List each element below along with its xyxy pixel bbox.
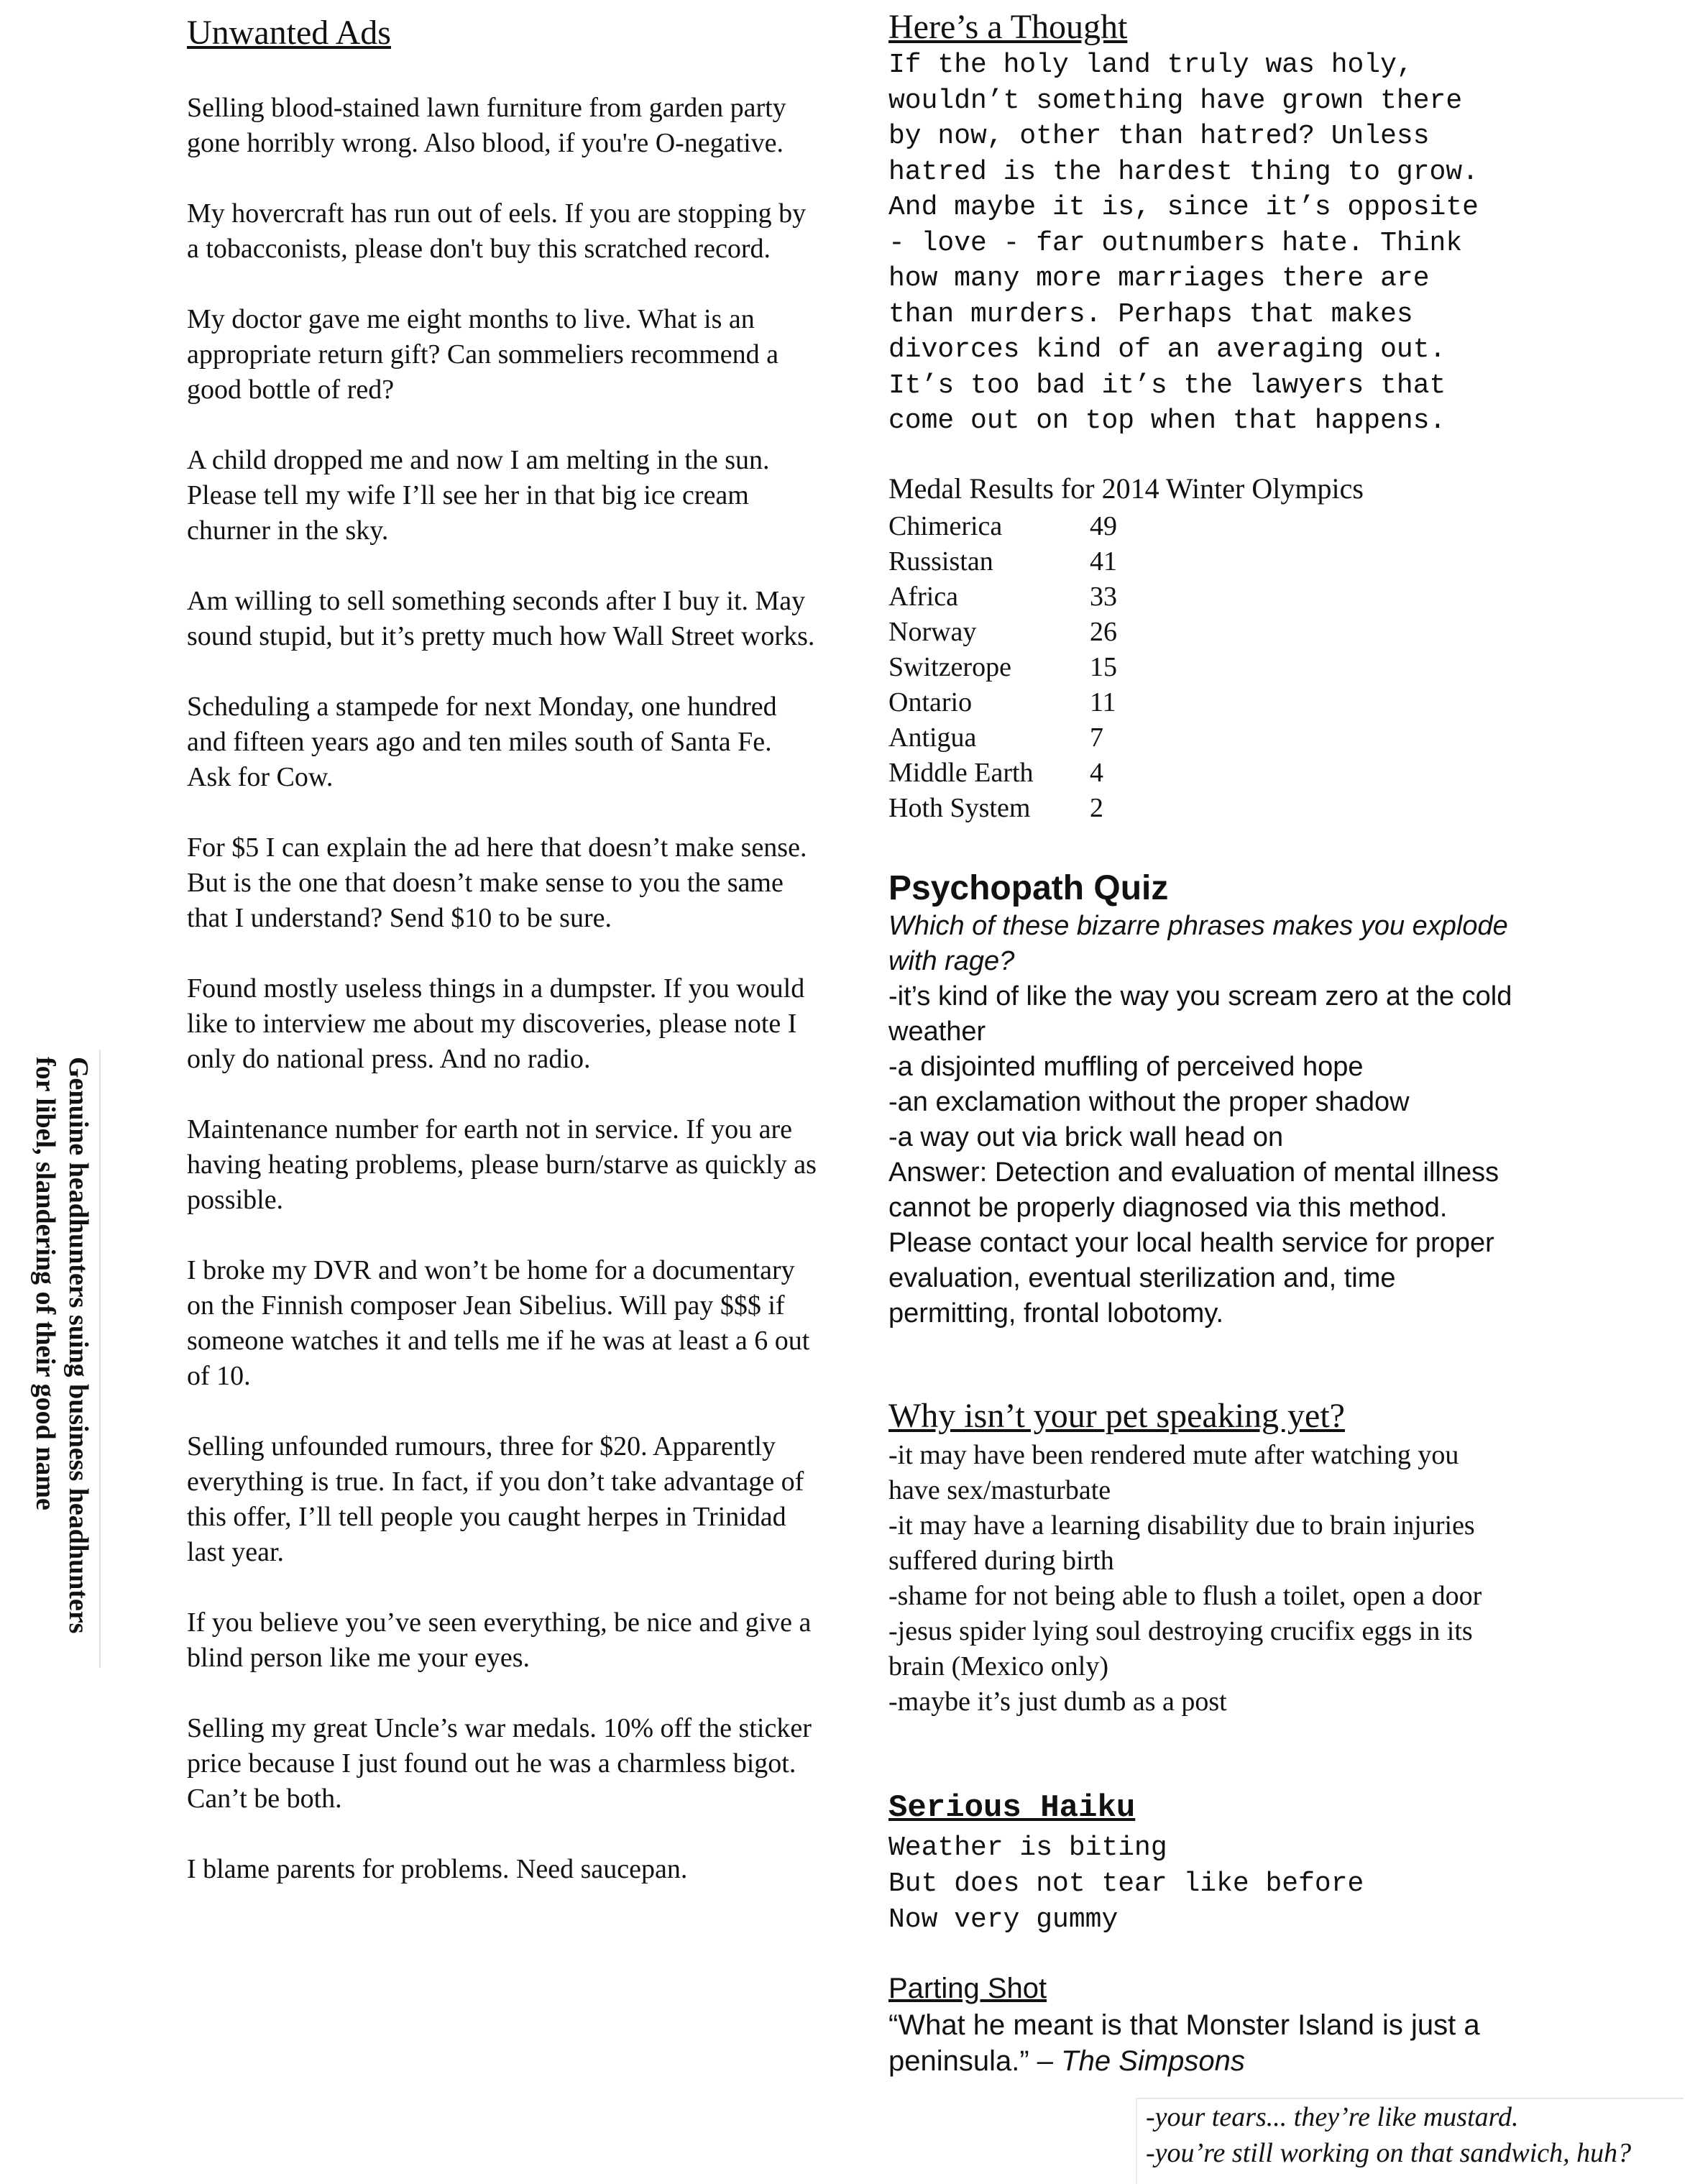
side-note bbox=[0, 1050, 101, 1668]
note-line: -your tears... they’re like mustard. bbox=[1146, 2102, 1519, 2132]
medal-row bbox=[888, 544, 1190, 579]
thought-line: If the holy land truly was holy, bbox=[888, 50, 1413, 81]
quiz-options bbox=[888, 979, 1521, 1331]
thought-title: Here’s a Thought bbox=[888, 8, 1128, 46]
medal-count: 2 bbox=[1090, 793, 1103, 823]
medal-row bbox=[888, 579, 1190, 615]
medal-count: 33 bbox=[1090, 582, 1117, 612]
pet-list bbox=[888, 1438, 1507, 1720]
note-clipping bbox=[1136, 2098, 1683, 2184]
quote-source: The Simpsons bbox=[1061, 2045, 1245, 2077]
thought-line: divorces kind of an averaging out. bbox=[888, 334, 1446, 365]
medal-table bbox=[888, 509, 1190, 826]
thought-line: It’s too bad it’s the lawyers that bbox=[888, 370, 1446, 401]
pet-item: -it may have a learning disability due to brain injuries suffered during birth bbox=[888, 1510, 1475, 1576]
medal-row bbox=[888, 509, 1190, 544]
medal-count: 11 bbox=[1090, 687, 1116, 717]
medal-country: Russistan bbox=[888, 546, 993, 577]
haiku-title: Serious Haiku bbox=[888, 1790, 1136, 1826]
medal-row bbox=[888, 791, 1190, 826]
quiz-option: -an exclamation without the proper shadow bbox=[888, 1087, 1410, 1117]
medal-country: Middle Earth bbox=[888, 758, 1034, 788]
thought-line: And maybe it is, since it’s opposite bbox=[888, 192, 1479, 223]
ad-item: For $5 I can explain the ad here that doesn’t make sense. But is the one that doesn’t make sense to you the same that I understand? Send $10 to be sure. bbox=[187, 832, 807, 933]
thought-line: hatred is the hardest thing to grow. bbox=[888, 156, 1479, 188]
thought-line: - love - far outnumbers hate. Think bbox=[888, 227, 1463, 259]
medal-results-title: Medal Results for 2014 Winter Olympics bbox=[888, 472, 1364, 505]
thought-line: how many more marriages there are bbox=[888, 263, 1430, 294]
ad-item: I broke my DVR and won’t be home for a documentary on the Finnish composer Jean Sibelius. Will pay $$$ if someone watches it and tells me if he was at least a 6 out of 10. bbox=[187, 1255, 810, 1391]
medal-row bbox=[888, 615, 1190, 650]
thought-line: by now, other than hatred? Unless bbox=[888, 121, 1430, 152]
quiz-option: -a way out via brick wall head on bbox=[888, 1122, 1284, 1152]
thought-line: come out on top when that happens. bbox=[888, 405, 1446, 436]
note-line: -you’re still working on that sandwich, huh? bbox=[1146, 2138, 1632, 2168]
medal-count: 4 bbox=[1090, 758, 1103, 788]
haiku-line: Now very gummy bbox=[888, 1904, 1118, 1935]
quote-text: “What he meant is that Monster Island is just a peninsula.” – bbox=[888, 2009, 1480, 2077]
unwanted-ads-title: Unwanted Ads bbox=[187, 14, 391, 52]
medal-count: 15 bbox=[1090, 652, 1117, 682]
medal-country: Switzerope bbox=[888, 652, 1011, 682]
thought-line: wouldn’t something have grown there bbox=[888, 85, 1463, 116]
thought-line: than murders. Perhaps that makes bbox=[888, 298, 1413, 330]
medal-country: Africa bbox=[888, 582, 959, 612]
haiku-lines bbox=[888, 1830, 1364, 1938]
pet-item: -it may have been rendered mute after watching you have sex/masturbate bbox=[888, 1440, 1459, 1505]
quiz-question: Which of these bizarre phrases makes you explode with rage? bbox=[888, 911, 1508, 976]
ad-item: If you believe you’ve seen everything, be nice and give a blind person like me your eyes. bbox=[187, 1607, 812, 1673]
medal-count: 41 bbox=[1090, 546, 1117, 577]
ad-item: Maintenance number for earth not in service. If you are having heating problems, please burn/starve as quickly as possible. bbox=[187, 1114, 817, 1215]
parting-shot-quote bbox=[888, 2007, 1521, 2079]
medal-row bbox=[888, 756, 1190, 791]
parting-shot-title: Parting Shot bbox=[888, 1973, 1047, 2004]
medal-row bbox=[888, 650, 1190, 685]
ad-item: My hovercraft has run out of eels. If you are stopping by a tobacconists, please don't buy this scratched record. bbox=[187, 198, 807, 264]
ads-list bbox=[187, 91, 819, 1922]
medal-count: 7 bbox=[1090, 722, 1103, 753]
quiz-title: Psychopath Quiz bbox=[888, 869, 1169, 907]
ad-item: Am willing to sell something seconds after I buy it. May sound stupid, but it’s pretty much how Wall Street works. bbox=[187, 586, 815, 651]
medal-row bbox=[888, 685, 1190, 720]
haiku-line: But does not tear like before bbox=[888, 1868, 1364, 1899]
thought-body bbox=[888, 47, 1521, 439]
medal-country: Chimerica bbox=[888, 511, 1003, 541]
quiz-answer: Answer: Detection and evaluation of mental illness cannot be properly diagnosed via this method. Please contact your local health service for proper evaluation, eventual sterilization and, time permitting, frontal lobotomy. bbox=[888, 1157, 1499, 1329]
pet-item: -maybe it’s just dumb as a post bbox=[888, 1687, 1227, 1717]
ad-item: Selling unfounded rumours, three for $20. Apparently everything is true. In fact, if you don’t take advantage of this offer, I’ll tell people you caught herpes in Trinidad last year. bbox=[187, 1431, 804, 1567]
ad-item: A child dropped me and now I am melting in the sun. Please tell my wife I’ll see her in that big ice cream churner in the sky. bbox=[187, 445, 770, 546]
medal-country: Norway bbox=[888, 617, 977, 647]
medal-country: Antigua bbox=[888, 722, 977, 753]
pet-item: -jesus spider lying soul destroying crucifix eggs in its brain (Mexico only) bbox=[888, 1616, 1473, 1681]
ad-item: Found mostly useless things in a dumpster. If you would like to interview me about my discoveries, please note I only do national press. And no radio. bbox=[187, 973, 805, 1074]
ad-item: Selling blood-stained lawn furniture from garden party gone horribly wrong. Also blood, if you're O-negative. bbox=[187, 93, 786, 158]
pet-title: Why isn’t your pet speaking yet? bbox=[888, 1397, 1345, 1435]
medal-country: Ontario bbox=[888, 687, 973, 717]
quiz-option: -a disjointed muffling of perceived hope bbox=[888, 1052, 1364, 1082]
medal-count: 26 bbox=[1090, 617, 1117, 647]
ad-item: I blame parents for problems. Need saucepan. bbox=[187, 1854, 688, 1884]
quiz-option: -it’s kind of like the way you scream zero at the cold weather bbox=[888, 981, 1512, 1047]
medal-row bbox=[888, 720, 1190, 756]
ad-item: Scheduling a stampede for next Monday, one hundred and fifteen years ago and ten miles south of Santa Fe. Ask for Cow. bbox=[187, 692, 777, 792]
haiku-line: Weather is biting bbox=[888, 1832, 1167, 1863]
medal-count: 49 bbox=[1090, 511, 1117, 541]
ad-item: My doctor gave me eight months to live. What is an appropriate return gift? Can sommeliers recommend a good bottle of red? bbox=[187, 304, 779, 405]
ad-item: Selling my great Uncle’s war medals. 10% off the sticker price because I just found out he was a charmless bigot. Can’t be both. bbox=[187, 1713, 812, 1814]
medal-country: Hoth System bbox=[888, 793, 1031, 823]
side-note-text: Genuine headhunters suing business headhunters for libel, slandering of their good name bbox=[30, 1057, 93, 1634]
pet-item: -shame for not being able to flush a toilet, open a door bbox=[888, 1581, 1482, 1611]
